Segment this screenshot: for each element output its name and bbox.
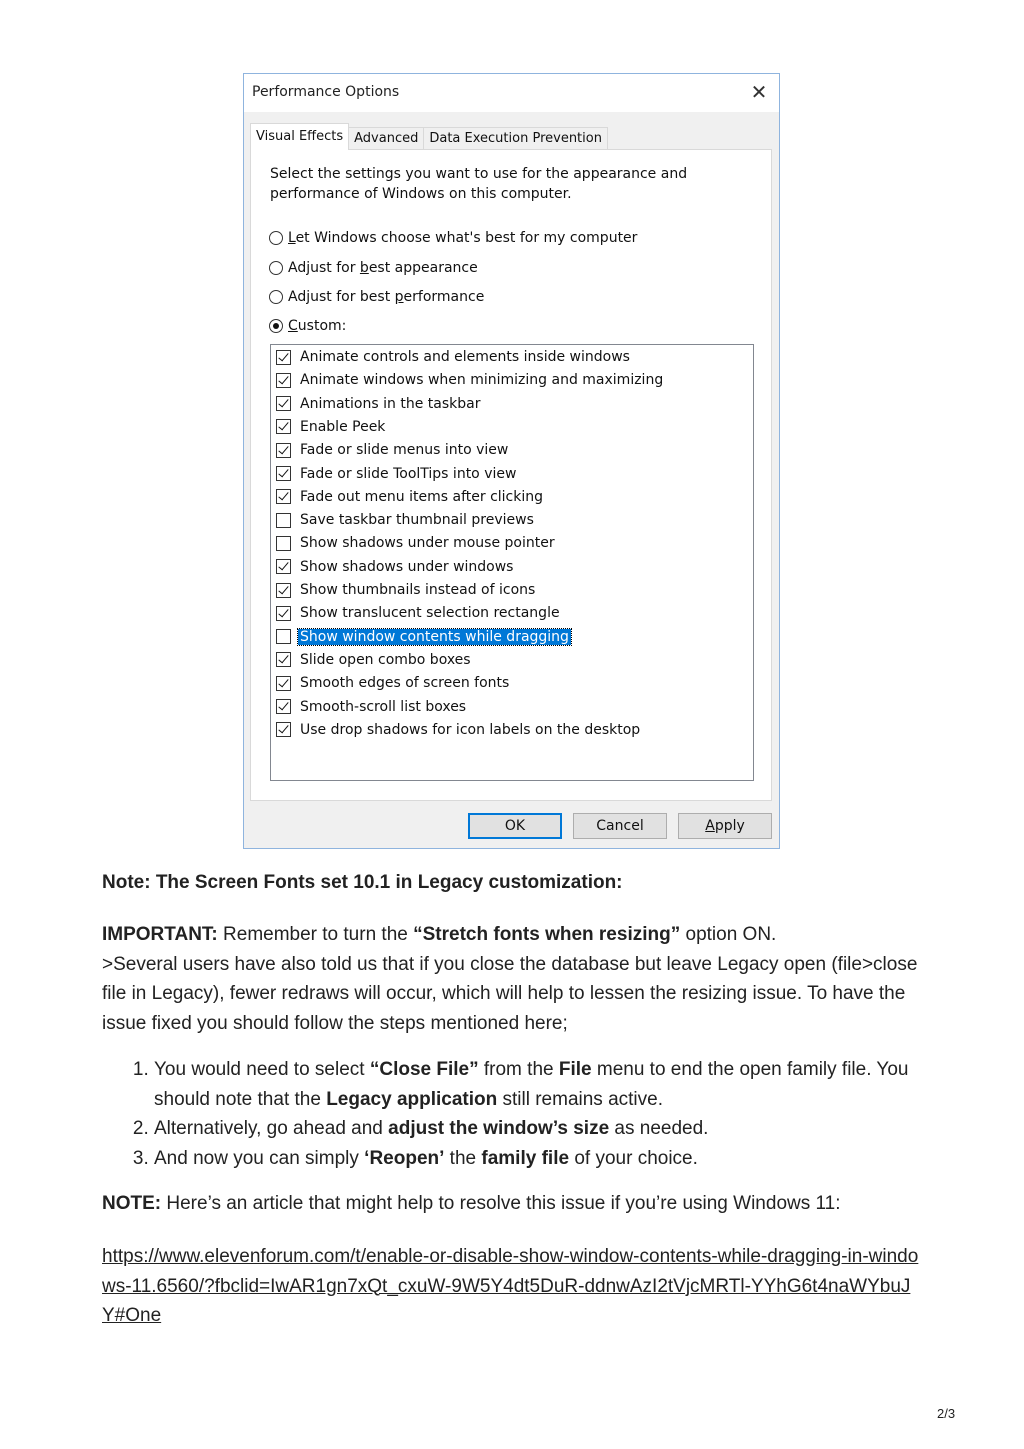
list-item: 2. Alternatively, go ahead and adjust the window’s size as needed. <box>154 1114 922 1144</box>
elevenforum-link[interactable]: https://www.elevenforum.com/t/enable-or-disable-show-window-contents-while-dragging-in-windows-11.6560/?fbclid=IwAR1gn7xQt_cxuW-9W5Y4dt5DuR-ddnwAzI2tVjcMRTl-YYhG6t4naWYbuJY#One <box>102 1246 919 1326</box>
effect-item[interactable] <box>276 696 466 718</box>
effect-label: Fade or slide menus into view <box>300 442 509 459</box>
effect-item[interactable] <box>276 509 534 531</box>
checkbox[interactable] <box>276 629 291 644</box>
note-windows-11: NOTE: Here’s an article that might help to resolve this issue if you’re using Windows 11: <box>102 1193 841 1214</box>
effect-label: Fade or slide ToolTips into view <box>300 465 517 482</box>
radio-label: Adjust for best performance <box>288 289 485 305</box>
effect-item[interactable] <box>276 369 663 391</box>
checkbox[interactable] <box>276 466 291 481</box>
page-number: 2/3 <box>937 1406 956 1421</box>
effect-label: Show window contents while dragging <box>300 628 569 645</box>
effect-label: Show shadows under windows <box>300 558 514 575</box>
list-item: 1. You would need to select “Close File” from the File menu to end the open family file. You should note that the Legacy application still remains active. <box>154 1055 922 1114</box>
dialog-title: Performance Options <box>252 84 400 100</box>
title-bar <box>244 74 779 112</box>
effect-label: Use drop shadows for icon labels on the desktop <box>300 721 641 738</box>
radio-button[interactable] <box>269 290 283 304</box>
visual-effects-list[interactable] <box>270 344 754 781</box>
performance-options-dialog <box>243 73 780 849</box>
cancel-button[interactable]: Cancel <box>573 813 667 839</box>
radio-button[interactable] <box>269 231 283 245</box>
effect-label: Save taskbar thumbnail previews <box>300 512 534 529</box>
close-icon[interactable]: ✕ <box>750 80 768 104</box>
effect-item[interactable] <box>276 393 480 415</box>
visual-effects-panel <box>250 149 772 801</box>
checkbox[interactable] <box>276 699 291 714</box>
radio-best-performance[interactable] <box>269 286 484 308</box>
radio-custom[interactable] <box>269 315 346 337</box>
effect-label: Smooth-scroll list boxes <box>300 698 467 715</box>
tab-data-execution-prevention[interactable]: Data Execution Prevention <box>423 127 608 150</box>
effect-label: Enable Peek <box>300 418 386 435</box>
effect-item[interactable] <box>276 649 471 671</box>
radio-let-windows-choose[interactable] <box>269 227 637 249</box>
checkbox[interactable] <box>276 583 291 598</box>
tab-strip <box>250 122 607 150</box>
effect-label: Animate windows when minimizing and maximizing <box>300 372 664 389</box>
checkbox[interactable] <box>276 373 291 388</box>
effect-label: Animations in the taskbar <box>300 395 481 412</box>
checkbox[interactable] <box>276 536 291 551</box>
intro-text: Select the settings you want to use for the appearance and performance of Windows on this computer. <box>270 166 688 202</box>
steps-list <box>102 1055 922 1173</box>
effect-label: Smooth edges of screen fonts <box>300 675 510 692</box>
effect-item[interactable] <box>276 346 630 368</box>
radio-best-appearance[interactable] <box>269 257 478 279</box>
checkbox[interactable] <box>276 676 291 691</box>
effect-item[interactable] <box>276 602 560 624</box>
effect-label: Show shadows under mouse pointer <box>300 535 555 552</box>
radio-label: Adjust for best appearance <box>288 260 478 276</box>
checkbox[interactable] <box>276 606 291 621</box>
apply-button[interactable]: Apply <box>678 813 772 839</box>
effect-label: Show translucent selection rectangle <box>300 605 560 622</box>
tab-visual-effects[interactable]: Visual Effects <box>250 123 349 150</box>
effect-item[interactable] <box>276 626 571 648</box>
ok-button[interactable]: OK <box>468 813 562 839</box>
checkbox[interactable] <box>276 396 291 411</box>
radio-label: Custom: <box>288 318 347 334</box>
checkbox[interactable] <box>276 350 291 365</box>
effect-label: Show thumbnails instead of icons <box>300 582 536 598</box>
radio-label: Let Windows choose what's best for my computer <box>288 230 638 246</box>
effect-item[interactable] <box>276 719 640 741</box>
checkbox[interactable] <box>276 419 291 434</box>
effect-label: Fade out menu items after clicking <box>300 488 543 505</box>
checkbox[interactable] <box>276 559 291 574</box>
effect-item[interactable] <box>276 486 543 508</box>
radio-button[interactable] <box>269 261 283 275</box>
checkbox[interactable] <box>276 722 291 737</box>
checkbox[interactable] <box>276 443 291 458</box>
checkbox[interactable] <box>276 652 291 667</box>
effect-item[interactable] <box>276 579 535 601</box>
effect-item[interactable] <box>276 532 555 554</box>
effect-item[interactable] <box>276 463 516 485</box>
effect-item[interactable] <box>276 439 508 461</box>
checkbox[interactable] <box>276 489 291 504</box>
effect-item[interactable] <box>276 556 513 578</box>
checkbox[interactable] <box>276 513 291 528</box>
note-heading: Note: The Screen Fonts set 10.1 in Legacy customization: <box>102 872 623 893</box>
effect-item[interactable] <box>276 416 385 438</box>
effect-label: Animate controls and elements inside windows <box>300 349 630 365</box>
list-item: 3. And now you can simply ‘Reopen’ the family file of your choice. <box>154 1144 922 1174</box>
effect-item[interactable] <box>276 672 509 694</box>
tab-advanced[interactable]: Advanced <box>348 127 424 150</box>
important-paragraph: IMPORTANT: Remember to turn the “Stretch fonts when resizing” option ON. >Several users have also told us that if you close the database but leave Legacy open (file>close file in Legacy), fewer redraws will occur, which will help to lessen the resizing issue. To have the issue fixed you should follow the steps mentioned here; <box>102 924 918 1034</box>
radio-button[interactable] <box>269 319 283 333</box>
effect-label: Slide open combo boxes <box>300 651 471 668</box>
